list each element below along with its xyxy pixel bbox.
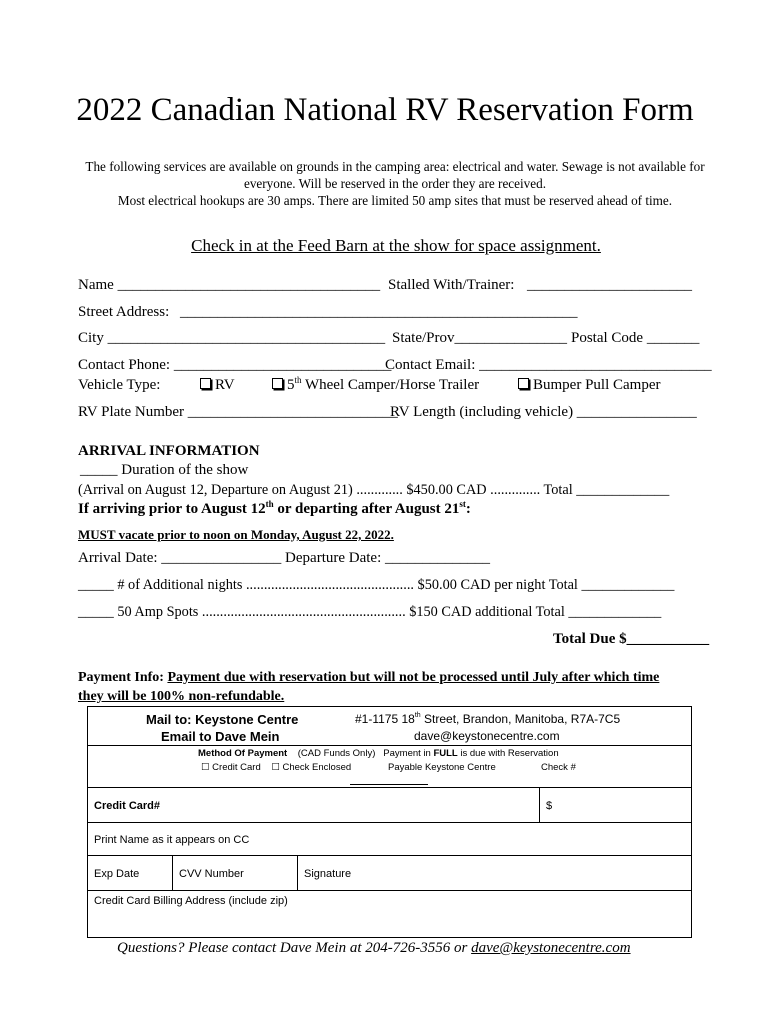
payment-info-text-2: they will be 100% non-refundable. <box>78 689 285 704</box>
check-enclosed-option[interactable]: ☐ Check Enclosed <box>271 762 352 773</box>
payable-to: Payable Keystone Centre <box>388 762 496 773</box>
footer-email-link[interactable]: dave@keystonecentre.com <box>471 940 631 956</box>
postal-code-field[interactable]: Postal Code _______ <box>571 330 700 346</box>
name-field[interactable]: Name ___________________________________ <box>78 277 381 293</box>
state-prov-field[interactable]: State/Prov_______________ <box>392 330 567 346</box>
amp-spots-field[interactable]: _____ 50 Amp Spots ......................................................... $150 CAD additional Total _____________ <box>78 604 662 620</box>
additional-nights-field[interactable]: _____ # of Additional nights ............................................... $50.00 CAD per night Total _____________ <box>78 577 675 593</box>
rv-length-field[interactable]: RV Length (including vehicle) ________________ <box>390 404 697 420</box>
option-5th-wheel[interactable] <box>272 377 479 394</box>
street-address-field[interactable]: _____________________________________________________ <box>180 304 578 320</box>
checkin-note: Check in at the Feed Barn at the show for space assignment. <box>191 236 601 255</box>
credit-card-number-label: Credit Card# <box>94 800 161 812</box>
total-due-field[interactable]: Total Due $___________ <box>553 631 710 647</box>
divider <box>297 855 298 890</box>
contact-email: dave@keystonecentre.com <box>414 729 560 743</box>
duration-field[interactable]: _____ Duration of the show <box>80 462 249 478</box>
form-title: 2022 Canadian National RV Reservation Form <box>76 92 694 128</box>
divider <box>88 787 691 788</box>
option-rv-label: RV <box>215 377 235 393</box>
divider <box>88 890 691 891</box>
arrival-line: (Arrival on August 12, Departure on August 21) ............. $450.00 CAD .............. Total _____________ <box>78 482 670 498</box>
rv-plate-field[interactable]: RV Plate Number ____________________________ <box>78 404 398 420</box>
checkbox-icon[interactable] <box>200 378 211 389</box>
credit-card-option[interactable]: ☐ Credit Card <box>201 762 261 773</box>
dates-field[interactable]: Arrival Date: ________________ Departure Date: ______________ <box>78 550 490 566</box>
divider <box>539 787 540 822</box>
divider <box>88 745 691 746</box>
option-rv[interactable] <box>200 377 235 394</box>
check-line <box>350 784 428 785</box>
option-bumper-pull-label: Bumper Pull Camper <box>533 377 661 393</box>
check-number[interactable]: Check # <box>541 762 576 773</box>
intro-line-2: Most electrical hookups are 30 amps. There are limited 50 amp sites that must be reserved ahead of time. <box>117 193 673 208</box>
vacate-note: MUST vacate prior to noon on Monday, August 22, 2022. <box>78 527 394 542</box>
cvv-field[interactable]: CVV Number <box>179 868 244 880</box>
divider <box>88 822 691 823</box>
option-5th-wheel-label: 5th Wheel Camper/Horse Trailer <box>287 375 480 393</box>
checkbox-icon[interactable]: ☐ <box>201 762 210 773</box>
signature-field[interactable]: Signature <box>304 868 352 880</box>
amount-field[interactable]: $ <box>546 800 553 812</box>
contact-email-field[interactable]: Contact Email: _______________________________ <box>385 357 712 373</box>
print-name-field[interactable]: Print Name as it appears on CC <box>94 834 250 846</box>
email-to: Email to Dave Mein <box>161 729 280 744</box>
payment-box <box>87 706 692 938</box>
footer-text: Questions? Please contact Dave Mein at 204-726-3556 or <box>117 940 472 956</box>
intro-text <box>70 158 720 209</box>
intro-line-1: The following services are available on grounds in the camping area: electrical and water. Sewage is not available for everyone. Will be reserved in the order they are received. <box>85 159 705 191</box>
city-field[interactable]: City _____________________________________ <box>78 330 386 346</box>
payment-info-text: Payment due with reservation but will not be processed until July after which time <box>167 670 660 685</box>
mail-to: Mail to: Keystone Centre <box>146 712 299 727</box>
prior-arrival-note: If arriving prior to August 12th or departing after August 21st: <box>78 499 471 517</box>
payment-info-label: Payment Info: <box>78 670 168 685</box>
payment-info <box>78 670 659 686</box>
option-bumper-pull[interactable] <box>518 377 661 394</box>
stalled-with-field[interactable]: ______________________ <box>527 277 692 293</box>
mailing-address: #1-1175 18th Street, Brandon, Manitoba, R7A-7C5 <box>355 712 621 726</box>
billing-address-field[interactable]: Credit Card Billing Address (include zip) <box>94 895 288 907</box>
footer-contact <box>117 940 631 957</box>
divider <box>88 855 691 856</box>
exp-date-field[interactable]: Exp Date <box>94 868 140 880</box>
checkbox-icon[interactable] <box>272 378 283 389</box>
vehicle-type-label: Vehicle Type: <box>78 377 161 393</box>
method-of-payment: Method Of Payment (CAD Funds Only) Payment in FULL is due with Reservation <box>198 748 559 759</box>
stalled-with-label: Stalled With/Trainer: <box>388 277 515 293</box>
arrival-heading: ARRIVAL INFORMATION <box>78 443 260 459</box>
checkbox-icon[interactable]: ☐ <box>271 762 280 773</box>
payment-options <box>201 762 351 773</box>
street-address-label: Street Address: <box>78 304 170 320</box>
checkbox-icon[interactable] <box>518 378 529 389</box>
divider <box>172 855 173 890</box>
contact-phone-field[interactable]: Contact Phone: _____________________________ <box>78 357 392 373</box>
